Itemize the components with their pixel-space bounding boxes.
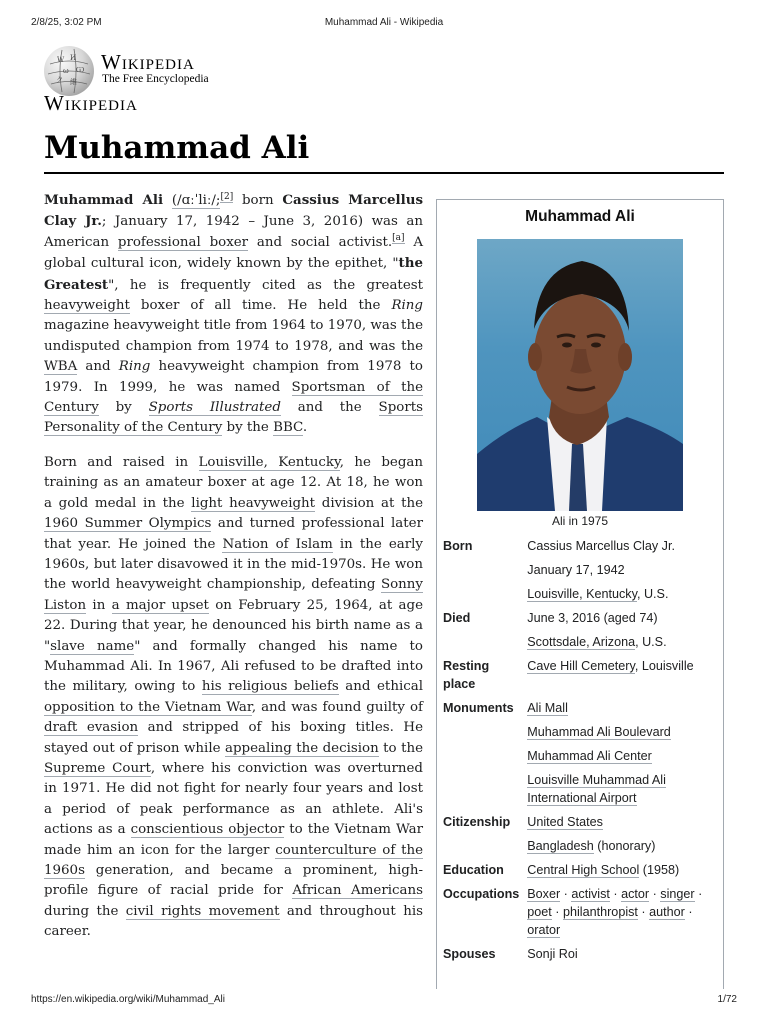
birth-name: Cassius Marcellus Clay Jr. xyxy=(44,192,423,230)
died-country: , U.S. xyxy=(635,635,667,649)
portrait-image[interactable] xyxy=(477,239,683,511)
article-body xyxy=(44,190,423,957)
svg-text:ω: ω xyxy=(63,67,69,75)
text: magazine heavyweight title from 1964 to 1970, was the undisputed champion from 1974 to 1978, and was the xyxy=(44,318,423,354)
text: and stripped of his boxing titles. He stayed out of prison while xyxy=(44,720,423,756)
svg-text:維: 維 xyxy=(70,78,77,86)
link-wba[interactable]: WBA xyxy=(44,359,78,375)
link-monument-center[interactable]: Muhammad Ali Center xyxy=(527,749,652,763)
separator: · xyxy=(637,905,650,919)
link-occupation-philanthropist[interactable]: philanthropist xyxy=(563,905,638,919)
link-died-place[interactable]: Scottsdale, Arizona xyxy=(527,635,636,649)
text: division at the xyxy=(315,495,424,511)
text: , and was found guilty of xyxy=(251,699,423,715)
link-professional-boxer[interactable]: professional boxer xyxy=(117,234,249,250)
ring-magazine: Ring xyxy=(391,298,423,314)
pronunciation-link[interactable]: (/ɑːˈliː/; xyxy=(171,193,221,208)
link-louisville[interactable]: Louisville, Kentucky xyxy=(198,454,340,470)
link-nation-of-islam[interactable]: Nation of Islam xyxy=(222,536,333,552)
spouses-value: Sonji Roi xyxy=(527,947,578,961)
infobox-row-occupations xyxy=(437,882,723,942)
text: and turned professional later that year. He joined the xyxy=(44,516,423,552)
link-bangladesh[interactable]: Bangladesh xyxy=(527,839,594,853)
separator: · xyxy=(684,905,693,919)
separator: · xyxy=(551,905,563,919)
wikipedia-wordmark: Wikipedia xyxy=(101,50,195,74)
portrait-caption: Ali in 1975 xyxy=(551,514,609,528)
link-bbc[interactable]: BBC xyxy=(273,420,303,436)
born-name: Cassius Marcellus Clay Jr. xyxy=(527,539,675,553)
infobox-row-born xyxy=(437,534,723,606)
subject-name: Muhammad Ali xyxy=(44,192,164,208)
page-title: Muhammad Ali xyxy=(44,128,724,174)
text: to the Vietnam War made him an icon for the larger xyxy=(44,822,423,858)
text: during the xyxy=(44,903,126,919)
citizenship-label: Citizenship xyxy=(443,815,511,829)
separator: · xyxy=(694,887,703,901)
link-supreme-court[interactable]: Supreme Court xyxy=(44,760,151,776)
text: in the early 1960s, but later disavowed it in the mid-1970s. He won the world heavyweight championship, defeating xyxy=(44,536,423,593)
text: , he began training as an amateur boxer at age 12. At 18, he won a gold medal in the xyxy=(44,454,424,511)
text: A global cultural icon, widely known by the epithet, " xyxy=(44,234,423,272)
link-monument-ali-mall[interactable]: Ali Mall xyxy=(527,701,568,715)
print-date: 2/8/25, 3:02 PM xyxy=(31,17,102,28)
link-african-americans[interactable]: African Americans xyxy=(292,883,423,899)
link-occupation-boxer[interactable]: Boxer xyxy=(527,887,561,901)
link-sonny-liston[interactable]: Sonny Liston xyxy=(44,577,423,613)
text: ; January 17, 1942 – June 3, 2016) was an American xyxy=(44,214,423,250)
text: to the xyxy=(378,740,423,756)
link-heavyweight[interactable]: heavyweight xyxy=(44,298,130,314)
separator: · xyxy=(609,887,622,901)
infobox-row-education xyxy=(437,858,723,882)
link-central-high-school[interactable]: Central High School xyxy=(527,863,640,877)
occupations-label: Occupations xyxy=(443,887,520,901)
born-label: Born xyxy=(443,539,473,553)
link-major-upset[interactable]: a major upset xyxy=(111,597,209,613)
wikipedia-logo[interactable] xyxy=(44,46,244,116)
monuments-label: Monuments xyxy=(443,701,514,715)
separator: · xyxy=(649,887,661,901)
link-appealing-decision[interactable]: appealing the decision xyxy=(225,740,379,756)
link-united-states[interactable]: United States xyxy=(527,815,603,829)
link-born-place[interactable]: Louisville, Kentucky xyxy=(527,587,637,601)
education-label: Education xyxy=(443,863,504,877)
ref-2-link[interactable]: [2] xyxy=(220,191,234,202)
link-monument-boulevard[interactable]: Muhammad Ali Boulevard xyxy=(527,725,671,739)
link-1960-olympics[interactable]: 1960 Summer Olympics xyxy=(44,516,212,532)
infobox-row-citizenship xyxy=(437,810,723,858)
resting-place-label: Resting place xyxy=(443,659,490,691)
link-light-heavyweight[interactable]: light heavyweight xyxy=(191,495,316,511)
link-sportsman-of-century[interactable]: Sportsman of the Century xyxy=(44,379,424,416)
died-label: Died xyxy=(443,611,471,625)
link-occupation-singer[interactable]: singer xyxy=(660,887,695,901)
svg-text:W: W xyxy=(57,56,65,64)
infobox-row-monuments xyxy=(437,696,723,810)
link-monument-airport[interactable]: Louisville Muhammad Ali International Airport xyxy=(527,773,666,805)
epithet: the Greatest xyxy=(44,255,423,293)
infobox-title: Muhammad Ali xyxy=(525,208,635,225)
text: in xyxy=(86,597,112,613)
link-slave-name[interactable]: slave name xyxy=(50,638,135,654)
infobox-row-died xyxy=(437,606,723,654)
link-counterculture[interactable]: counterculture of the 1960s xyxy=(44,842,423,878)
born-date: January 17, 1942 xyxy=(527,563,625,577)
link-occupation-poet[interactable]: poet xyxy=(527,905,552,919)
print-page-title: Muhammad Ali - Wikipedia xyxy=(324,17,444,28)
text: on February 25, 1964, at age 22. During that year, he denounced his birth name as a " xyxy=(44,597,423,654)
infobox-table xyxy=(437,534,723,966)
text: heavyweight champion from 1978 to 1979. In 1999, he was named xyxy=(44,359,423,395)
died-place xyxy=(527,633,719,651)
wikipedia-tagline: The Free Encyclopedia xyxy=(102,73,209,85)
link-cave-hill-cemetery[interactable]: Cave Hill Cemetery xyxy=(527,659,635,673)
link-religious-beliefs[interactable]: his religious beliefs xyxy=(201,679,339,695)
text: by xyxy=(98,400,149,416)
text: ", he is frequently cited as the greatest xyxy=(108,277,423,293)
text: by the xyxy=(222,420,274,436)
text: and ethical xyxy=(338,679,423,695)
svg-text:Ѡ: Ѡ xyxy=(76,66,85,74)
link-civil-rights-movement[interactable]: civil rights movement xyxy=(125,903,280,919)
born-country: , U.S. xyxy=(636,587,669,601)
link-sports-illustrated[interactable]: Sports Illustrated xyxy=(148,400,281,416)
link-occupation-actor[interactable]: actor xyxy=(621,887,650,901)
link-sports-personality[interactable]: Sports Personality of the Century xyxy=(44,400,423,436)
wikipedia-wordmark-secondary: Wikipedia xyxy=(44,91,138,115)
died-date: June 3, 2016 (aged 74) xyxy=(527,611,658,625)
print-footer xyxy=(31,994,737,1008)
spouses-label: Spouses xyxy=(443,947,496,961)
education-year: (1958) xyxy=(639,863,680,877)
infobox-row-spouses xyxy=(437,942,723,966)
link-opposition-vietnam-war[interactable]: opposition to the Vietnam War xyxy=(44,699,252,715)
link-conscientious-objector[interactable]: conscientious objector xyxy=(130,822,285,838)
ring-magazine-2: Ring xyxy=(118,359,151,375)
wikipedia-globe-icon xyxy=(44,46,94,96)
link-draft-evasion[interactable]: draft evasion xyxy=(44,720,139,736)
text: . xyxy=(302,420,308,436)
text: and throughout his career. xyxy=(44,903,423,940)
text: boxer of all time. He held the xyxy=(129,298,392,314)
text: Born and raised in xyxy=(44,454,199,470)
infobox-row-resting-place xyxy=(437,654,723,696)
separator: · xyxy=(560,887,572,901)
svg-text:И: И xyxy=(70,54,77,62)
link-occupation-author[interactable]: author xyxy=(649,905,685,919)
text: " and formally changed his name to Muhammad Ali. In 1967, Ali refused to be drafted into the military, owing to xyxy=(44,638,423,695)
ref-a-link[interactable]: [a] xyxy=(392,233,405,244)
link-occupation-orator[interactable]: orator xyxy=(527,923,561,937)
text: and the xyxy=(280,400,379,416)
print-header xyxy=(31,17,737,31)
svg-text:ク: ク xyxy=(56,76,63,84)
lead-paragraph-1 xyxy=(44,190,423,439)
text: generation, and became a prominent, high-profile figure of racial pride for xyxy=(44,863,423,899)
text: and social activist. xyxy=(248,234,393,250)
print-url: https://en.wikipedia.org/wiki/Muhammad_Ali xyxy=(31,994,225,1005)
text: , where his conviction was overturned in 1971. He did not fight for nearly four years and lost a period of peak performance as an athlete. Ali's actions as a xyxy=(44,760,423,838)
infobox xyxy=(436,199,724,989)
print-page-number: 1/72 xyxy=(717,994,737,1005)
lead-paragraph-2 xyxy=(44,453,423,943)
born-place xyxy=(527,585,719,603)
resting-city: , Louisville xyxy=(634,659,694,673)
text: and xyxy=(77,359,119,375)
link-occupation-activist[interactable]: activist xyxy=(571,887,610,901)
honorary-note: (honorary) xyxy=(593,839,656,853)
text: born xyxy=(233,193,283,208)
